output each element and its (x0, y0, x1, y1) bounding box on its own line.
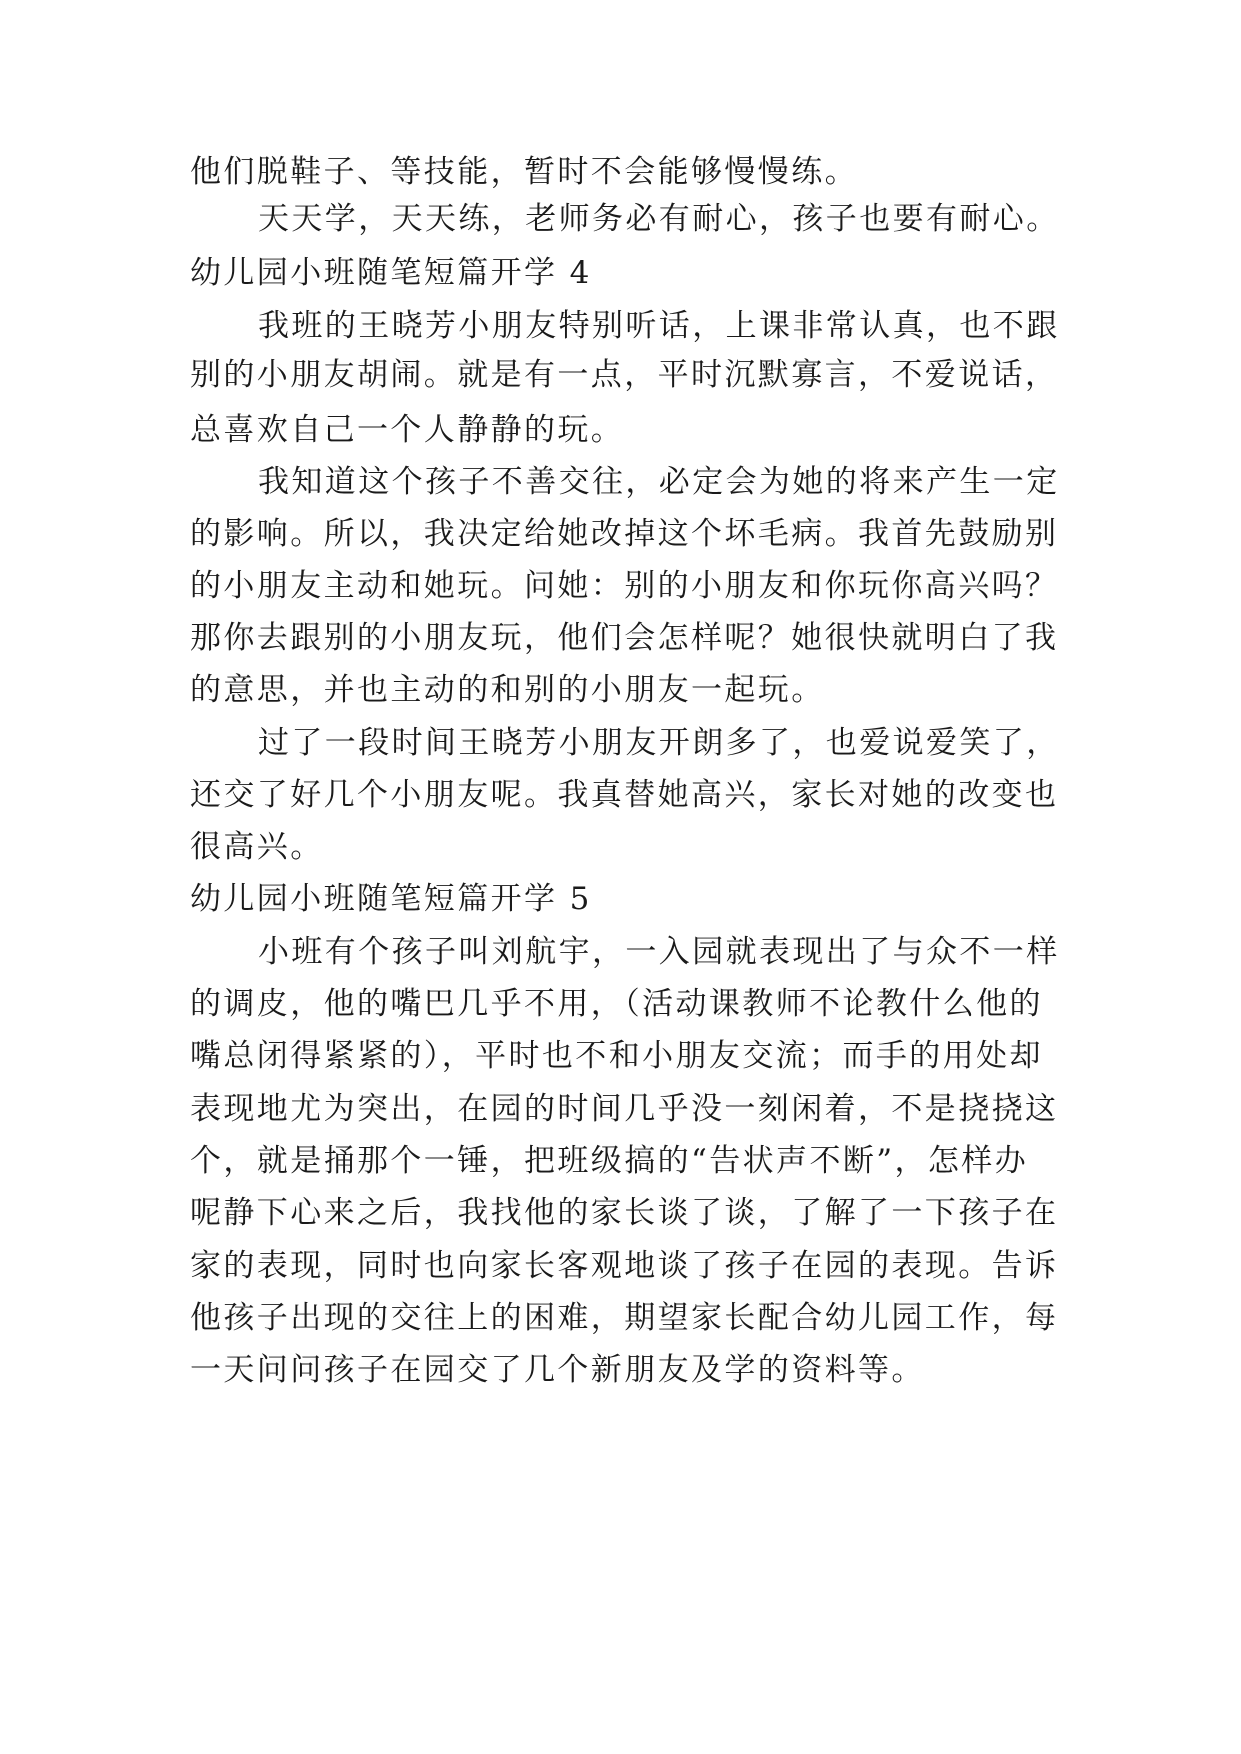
paragraph-line: 的意思，并也主动的和别的小朋友一起玩。 (190, 672, 825, 708)
paragraph-line: 的小朋友主动和她玩。问她：别的小朋友和你玩你高兴吗？ (190, 568, 1059, 604)
paragraph-line: 他们脱鞋子、等技能，暂时不会能够慢慢练。 (190, 154, 858, 190)
section-heading-4: 幼儿园小班随笔短篇开学 4 (190, 255, 592, 291)
paragraph-line: 小班有个孩子叫刘航宇，一入园就表现出了与众不一样 (258, 934, 1060, 970)
paragraph-line: 我知道这个孩子不善交往，必定会为她的将来产生一定 (258, 464, 1060, 500)
paragraph-line: 天天学，天天练，老师务必有耐心，孩子也要有耐心。 (258, 201, 1060, 237)
paragraph-line: 别的小朋友胡闹。就是有一点，平时沉默寡言，不爱说话， (190, 357, 1059, 393)
paragraph-line: 总喜欢自己一个人静静的玩。 (190, 412, 625, 448)
paragraph-line: 他孩子出现的交往上的困难，期望家长配合幼儿园工作，每 (190, 1300, 1059, 1336)
paragraph-line: 一天问问孩子在园交了几个新朋友及学的资料等。 (190, 1352, 925, 1388)
paragraph-line: 呢静下心来之后，我找他的家长谈了谈，了解了一下孩子在 (190, 1195, 1059, 1231)
paragraph-line: 我班的王晓芳小朋友特别听话，上课非常认真，也不跟 (258, 308, 1060, 344)
paragraph-line: 那你去跟别的小朋友玩，他们会怎样呢？她很快就明白了我 (190, 620, 1059, 656)
paragraph-line: 的调皮，他的嘴巴几乎不用，（活动课教师不论教什么他的 (190, 986, 1043, 1022)
paragraph-line: 嘴总闭得紧紧的），平时也不和小朋友交流；而手的用处却 (190, 1038, 1043, 1074)
paragraph-line: 家的表现，同时也向家长客观地谈了孩子在园的表现。告诉 (190, 1248, 1059, 1284)
paragraph-line: 过了一段时间王晓芳小朋友开朗多了，也爱说爱笑了， (258, 725, 1060, 761)
section-heading-5: 幼儿园小班随笔短篇开学 5 (190, 881, 592, 917)
paragraph-line: 的影响。所以，我决定给她改掉这个坏毛病。我首先鼓励别 (190, 516, 1059, 552)
paragraph-line: 很高兴。 (190, 829, 324, 865)
paragraph-line: 还交了好几个小朋友呢。我真替她高兴，家长对她的改变也 (190, 777, 1059, 813)
paragraph-line: 个，就是捅那个一锤，把班级搞的“告状声不断”，怎样办 (190, 1143, 1029, 1179)
paragraph-line: 表现地尤为突出，在园的时间几乎没一刻闲着，不是挠挠这 (190, 1091, 1059, 1127)
